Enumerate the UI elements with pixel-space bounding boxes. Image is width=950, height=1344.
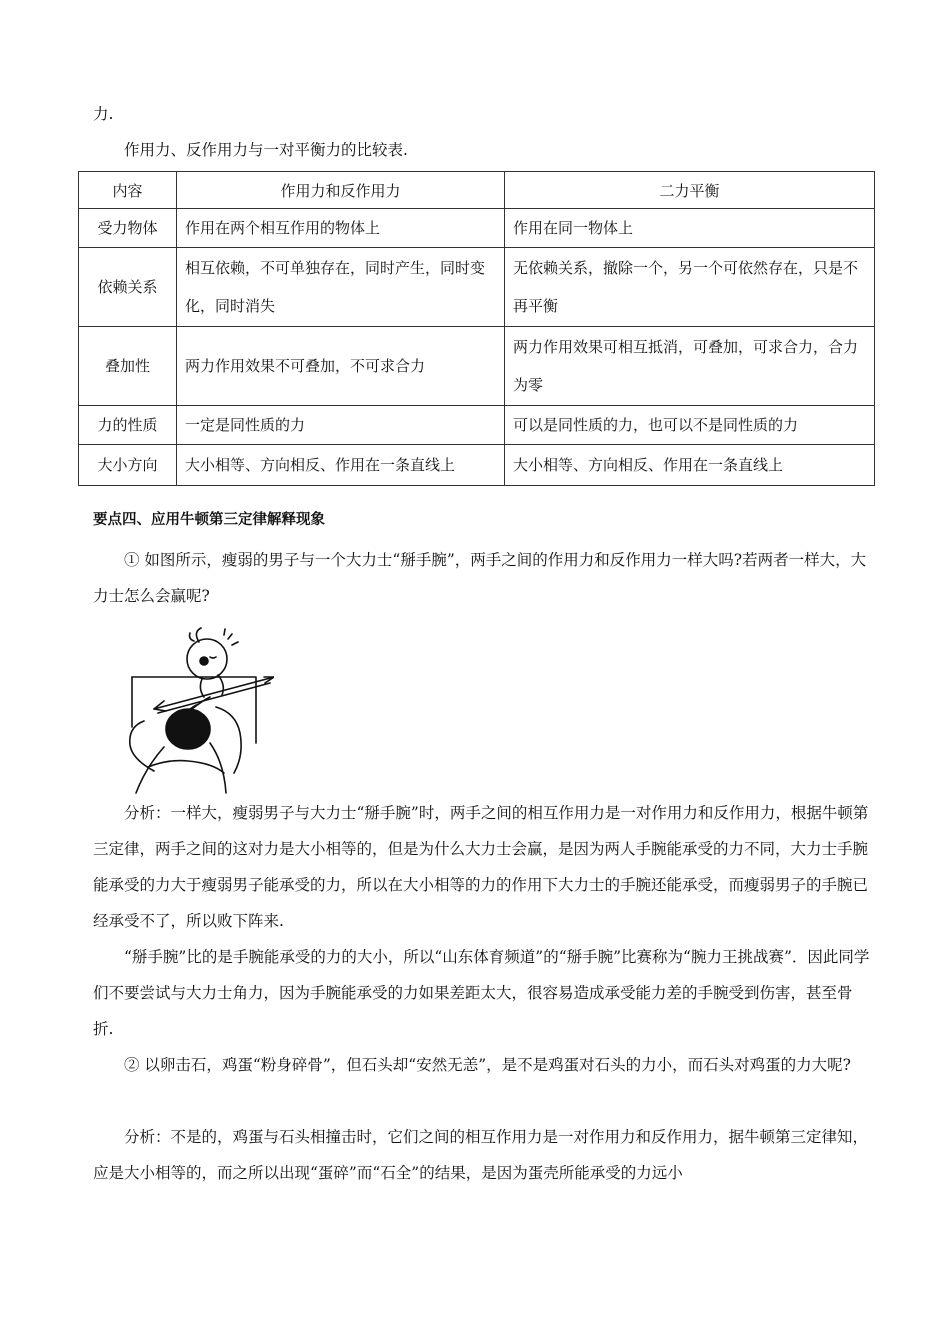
analysis-2: 分析：不是的，鸡蛋与石头相撞击时，它们之间的相互作用力是一对作用力和反作用力，据牛顿第三定律知，应是大小相等的，而之所以出现“蛋碎”而“石全”的结果，是因为蛋壳所能承受的力远小 (93, 1128, 869, 1182)
cell-action-reaction: 大小相等、方向相反、作用在一条直线上 (177, 445, 505, 486)
table-caption: 作用力、反作用力与一对平衡力的比较表. (124, 141, 408, 159)
header-cell: 二力平衡 (505, 172, 875, 209)
cell-balance: 作用在同一物体上 (505, 209, 875, 248)
cell-action-reaction: 一定是同性质的力 (177, 406, 505, 445)
cell-balance: 无依赖关系，撤除一个，另一个可依然存在，只是不再平衡 (505, 248, 875, 327)
row-label: 大小方向 (79, 445, 177, 486)
cell-action-reaction: 两力作用效果不可叠加，不可求合力 (177, 327, 505, 406)
cell-action-reaction: 相互依赖，不可单独存在，同时产生，同时变化，同时消失 (177, 248, 505, 327)
cell-balance: 可以是同性质的力，也可以不是同性质的力 (505, 406, 875, 445)
analysis-1: 分析：一样大，瘦弱男子与大力士“掰手腕”时，两手之间的相互作用力是一对作用力和反作用力，根据牛顿第三定律，两手之间的这对力是大小相等的，但是为什么大力士会赢，是因为两人手腕能承受的力不同，大力士手腕能承受的力大于瘦弱男子能承受的力，所以在大小相等的力的作用下大力士的手腕还能承受，而瘦弱男子的手腕已经承受不了，所以败下阵来. (93, 804, 869, 930)
row-label: 依赖关系 (79, 248, 177, 327)
cell-action-reaction: 作用在两个相互作用的物体上 (177, 209, 505, 248)
table-row (79, 445, 875, 486)
cell-balance: 大小相等、方向相反、作用在一条直线上 (505, 445, 875, 486)
table-row (79, 406, 875, 445)
arm-wrestling-illustration (124, 617, 274, 795)
table-row (79, 209, 875, 248)
row-label: 受力物体 (79, 209, 177, 248)
table-header-row (79, 172, 875, 209)
row-label: 力的性质 (79, 406, 177, 445)
arm-wrestling-drawing (124, 617, 274, 795)
table-row (79, 327, 875, 406)
question-1: ① 如图所示，瘦弱的男子与一个大力士“掰手腕”，两手之间的作用力和反作用力一样大吗?若两者一样大，大力士怎么会赢呢? (93, 551, 867, 605)
comparison-table (78, 171, 875, 486)
cell-balance: 两力作用效果可相互抵消，可叠加，可求合力，合力为零 (505, 327, 875, 406)
section-heading: 要点四、应用牛顿第三定律解释现象 (93, 512, 325, 528)
intro-line-continuation: 力. (93, 105, 114, 123)
header-cell: 作用力和反作用力 (177, 172, 505, 209)
question-2: ② 以卵击石，鸡蛋“粉身碎骨”，但石头却“安然无恙”，是不是鸡蛋对石头的力小，而石头对鸡蛋的力大呢? (124, 1056, 851, 1074)
analysis-1-continued: “掰手腕”比的是手腕能承受的力的大小，所以“山东体育频道”的“掰手腕”比赛称为“腕力王挑战赛”．因此同学们不要尝试与大力士角力，因为手腕能承受的力如果差距太大，很容易造成承受能力差的手腕受到伤害，甚至骨折. (93, 948, 870, 1038)
table-row (79, 248, 875, 327)
header-cell: 内容 (79, 172, 177, 209)
row-label: 叠加性 (79, 327, 177, 406)
